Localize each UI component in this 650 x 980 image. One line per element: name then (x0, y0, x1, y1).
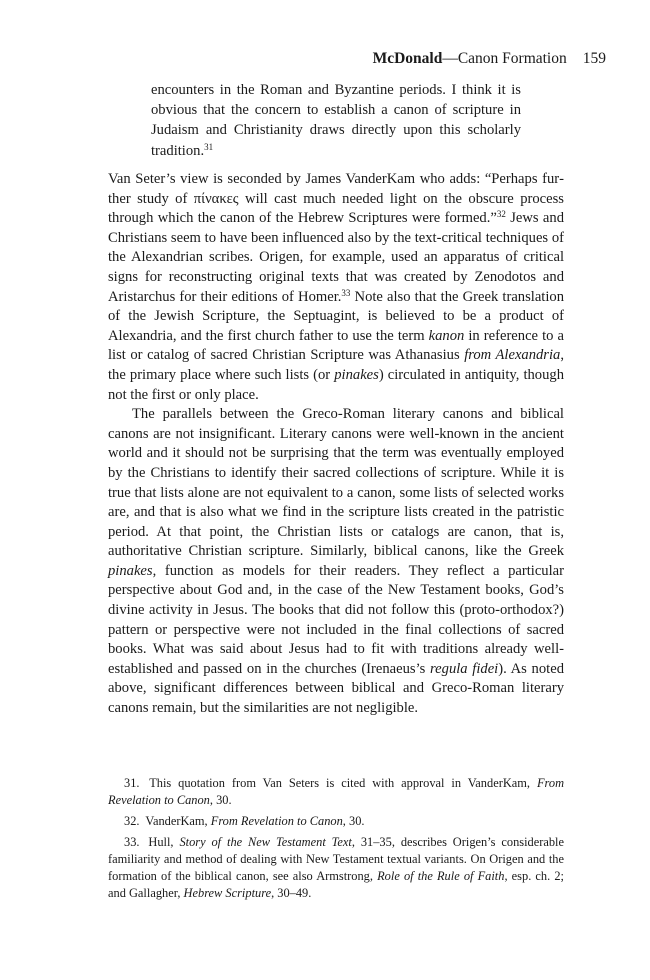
footnote-32 (108, 813, 564, 830)
body-text (108, 170, 564, 719)
footnote-ref-31: 31 (204, 141, 214, 152)
footnote-text: Hull, (148, 835, 180, 849)
paragraph-1-text: Jews and Christians seem to have been influenced also by the text-critical techniques of the Alexandrian scribes. Origen, for example, used an apparatus of critical signs for reconstructing original texts that was created by Zenodotos and Aristarchus for their editions of Homer. (108, 210, 565, 305)
paragraph-1 (108, 170, 564, 405)
footnote-number: 31. (124, 776, 140, 790)
greek-pinakes: πίνακες (193, 190, 239, 207)
footnote-text: , esp. ch. 2; and Gallagher, (108, 869, 564, 900)
footnote-text: , 30–49. (271, 886, 312, 900)
footnote-text: , 30. (342, 814, 365, 828)
italic-term: regula fidei (430, 660, 499, 677)
running-header (373, 50, 606, 68)
footnote-title: Story of the New Testament Text (179, 835, 352, 849)
paragraph-1-text: Van Seter’s view is seconded by James VanderKam who adds: “Perhaps further study of (108, 171, 564, 207)
paragraph-2 (108, 405, 564, 719)
footnote-ref-32: 32 (496, 209, 506, 220)
italic-term: pinakes (334, 366, 379, 383)
paragraph-2-text: The parallels between the Greco-Roman literary canons and biblical canons are not insignificant. Literary canons were well-known in the ancient world and it should not be surprising that the term was eventually employed by the Christians to identify their sacred collections of scripture. While it is true that lists alone are not equivalent to a canon, some lists of selected works are, and that is also what we find in the scripture lists created in the patristic period. At that point, the Christian lists or catalogs are canon, that is, authoritative Christian scripture. Similarly, biblical canons, like the Greek (108, 406, 564, 560)
paragraph-1-text: ) circulated in antiquity, though not the first or only place. (108, 366, 564, 403)
footnote-title: From Revelation to Canon (108, 776, 565, 807)
block-quote-text: encounters in the Roman and Byzantine periods. I think it is obvious that the concern to establish a canon of scripture in Judaism and Christianity draws directly upon this scholarly tradition. (151, 82, 521, 159)
italic-term: from Alexandria (464, 347, 561, 364)
footnote-text: , 30. (209, 793, 232, 807)
paragraph-2-text: ). As noted above, significant differences between biblical and Greco-Roman literary canons remain, but the similarities are not negligible. (108, 660, 564, 717)
footnote-text: VanderKam, (145, 814, 211, 828)
footnote-33 (108, 834, 564, 902)
block-quote (151, 80, 521, 161)
header-title: —Canon Formation (442, 50, 567, 67)
footnote-number: 33. (124, 835, 140, 849)
paragraph-1-text: will cast much needed light on the obscure process through which the canon of the Hebrew Scriptures were formed.” (108, 190, 564, 227)
header-author: McDonald (372, 50, 443, 67)
page-number: 159 (582, 50, 606, 67)
footnote-number: 32. (124, 814, 140, 828)
italic-term: kanon (428, 327, 465, 344)
footnote-title: From Revelation to Canon (210, 814, 343, 828)
paragraph-1-text: in reference to a list or catalog of sacred Christian Scripture was Athanasius (108, 327, 564, 364)
paragraph-1-text: Note also that the Greek translation of the Jewish Scripture, the Septuagint, is believed to be a product of Alexandria, and the first church father to use the term (108, 288, 565, 344)
footnotes (108, 775, 564, 906)
footnote-text: This quotation from Van Seters is cited with approval in VanderKam, (149, 776, 537, 790)
footnote-title: Role of the Rule of Faith (377, 869, 505, 883)
footnote-title: Hebrew Scripture (183, 886, 272, 900)
paragraph-2-text: , function as models for their readers. They reflect a particular perspective about God and, in the case of the New Testament books, God’s divine activity in Jesus. The books that did not follow this (proto-orthodox?) pattern or perspective were not included in the final collections of sacred books. What was said about Jesus had to fit with traditions already well-established and passed on in the churches (Irenaeus’s (108, 562, 564, 677)
footnote-text: , 31–35, describes Origen’s considerable familiarity and method of dealing with New Testament textual variants. On Origen and the formation of the biblical canon, see also Armstrong, (108, 835, 564, 883)
paragraph-1-text: , the primary place where such lists (or (108, 347, 564, 383)
footnote-ref-33: 33 (341, 287, 351, 298)
footnote-31 (108, 775, 564, 809)
italic-term: pinakes (108, 562, 153, 579)
